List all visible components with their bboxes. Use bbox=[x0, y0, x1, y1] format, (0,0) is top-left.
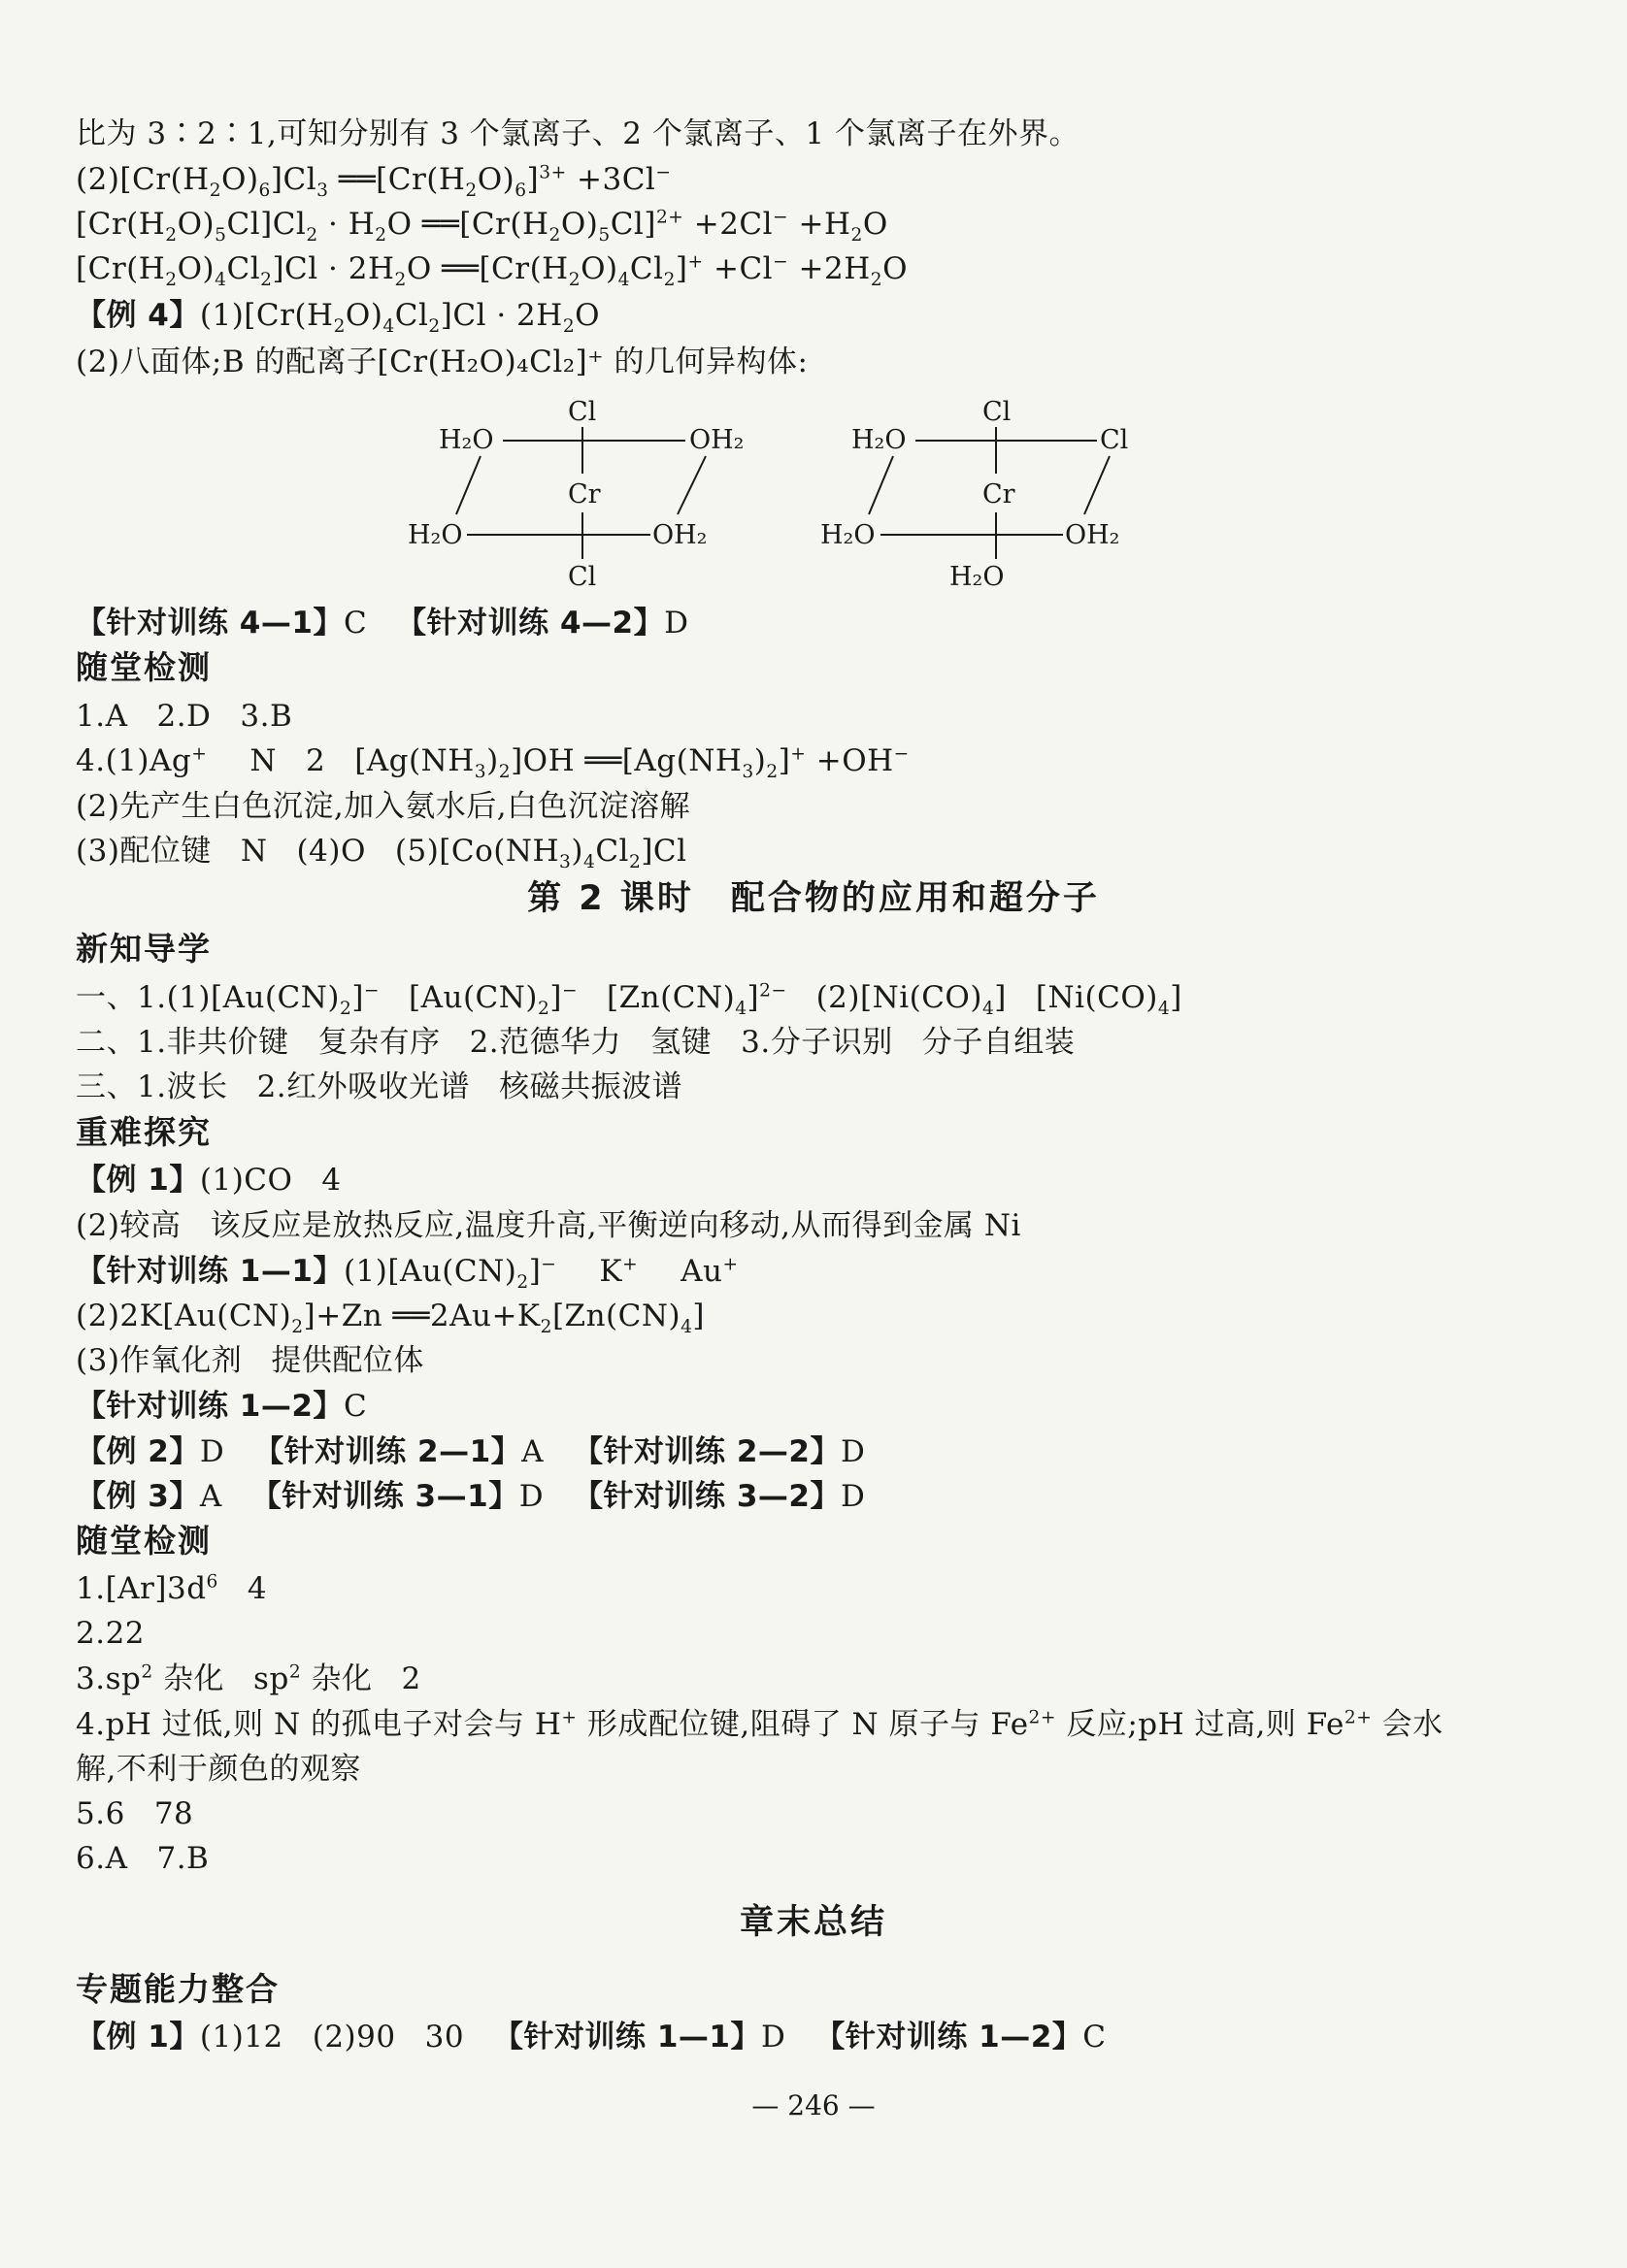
zn-t12-ans: C bbox=[343, 1389, 368, 1424]
isomer-left bbox=[408, 397, 745, 592]
heading-suitang-1: 随堂检测 bbox=[76, 648, 212, 686]
equation-line-2: $[Cr(H_2O)_5Cl]Cl_2 \cdot H_2O$ $══[Cr(H_2O)_5Cl]^{2+} +2Cl^- +H_2O$ bbox=[76, 207, 888, 247]
bond-left-right-diagonal bbox=[678, 456, 706, 514]
xinzhi-row-1: 一、$1.(1)[Au(CN)_2]^-$ $[Au(CN)_2]^-$ $[Zn(CN)_4]^{2-}$ $(2)[Ni(CO)_4]$ $[Ni(CO)_4]$ bbox=[76, 980, 1182, 1020]
isomer-right-lower-left-ligand: H₂O bbox=[820, 520, 876, 550]
suitang2-q6-b: 7.B bbox=[156, 1841, 210, 1876]
isomer-left-bottom-ligand: Cl bbox=[568, 562, 597, 592]
suitang2-q2: 2.22 bbox=[76, 1616, 146, 1651]
isomer-right-upper-left-ligand: H₂O bbox=[851, 425, 907, 455]
suitang1-mc-line bbox=[76, 697, 292, 736]
xinzhi-r3-c: 核磁共振波谱 bbox=[499, 1069, 683, 1104]
suitang2-q6 bbox=[76, 1839, 209, 1878]
example-4-tag: 【例 4】 bbox=[76, 298, 200, 333]
heading-zhuanti: 专题能力整合 bbox=[76, 1970, 280, 2008]
sum-ex1-b: (2)90 bbox=[312, 2020, 396, 2054]
zn-t32-tag: 【针对训练 3—2】 bbox=[573, 1479, 841, 1514]
example-4-line: 【例 4】$(1)[Cr(H_2O)_4Cl_2]Cl \cdot 2H_2O$ bbox=[76, 298, 601, 338]
isomer-diagrams bbox=[0, 388, 1627, 611]
xinzhi-r2-d: 氢键 bbox=[650, 1025, 713, 1060]
isomer-left-lower-right-ligand: OH₂ bbox=[652, 520, 708, 550]
suitang1-q4-line: 4.(1)Ag+ N 2 $[Ag(NH_3)_2]OH$ $══[Ag(NH_3)_2]^+ +OH^-$ bbox=[76, 743, 910, 783]
suitang2-q1: $1.[Ar]3d^6$ 4 bbox=[76, 1571, 268, 1606]
sum-t12-ans: C bbox=[1082, 2020, 1107, 2054]
xinzhi-r2-c: 2.范德华力 bbox=[469, 1025, 622, 1060]
zhongnan-example-1 bbox=[76, 1161, 342, 1200]
xinzhi-r3-b: 2.红外吸收光谱 bbox=[256, 1069, 471, 1104]
isomer-right bbox=[820, 397, 1128, 592]
suitang1-q4-part2: (2)先产生白色沉淀,加入氨水后,白色沉淀溶解 bbox=[76, 789, 691, 824]
suitang1-p3: (3)配位键 bbox=[76, 834, 212, 869]
bond-right-right-diagonal bbox=[1084, 456, 1110, 514]
xinzhi-r2-f: 分子自组装 bbox=[921, 1025, 1076, 1060]
zn-ex1-a: (1)CO bbox=[199, 1163, 293, 1198]
suitang2-q3-c: 2 bbox=[401, 1661, 421, 1696]
zhongnan-example-2-line bbox=[76, 1432, 865, 1471]
zhongnan-training-1-1: 【针对训练 1—1】$(1)[Au(CN)_2]^-$ K+ Au+ bbox=[76, 1254, 739, 1294]
training-4-1-tag: 【针对训练 4—1】 bbox=[76, 606, 344, 641]
suitang1-q4-lead: 4.(1) bbox=[76, 743, 149, 778]
sum-ex1-c: 30 bbox=[424, 2020, 465, 2054]
heading-suitang-2: 随堂检测 bbox=[76, 1522, 212, 1560]
xinzhi-r2-a: 二、1.非共价键 bbox=[76, 1025, 289, 1060]
sum-t11-ans: D bbox=[760, 2020, 786, 2054]
zn-t11-3a: (3)作氧化剂 bbox=[76, 1343, 243, 1378]
suitang2-q5-b: 78 bbox=[153, 1796, 194, 1831]
zn-ex1-2b: 该反应是放热反应,温度升高,平衡逆向移动,从而得到金属 Ni bbox=[210, 1208, 1021, 1243]
bond-right-left-diagonal bbox=[869, 456, 893, 514]
zn-t11-3b: 提供配位体 bbox=[271, 1343, 424, 1378]
isomer-left-lower-left-ligand: H₂O bbox=[408, 520, 463, 550]
zn-t11-tag: 【针对训练 1—1】 bbox=[76, 1254, 344, 1289]
isomer-left-top-ligand: Cl bbox=[568, 397, 597, 427]
zn-t22-ans: D bbox=[841, 1434, 866, 1469]
equation-line-3: $[Cr(H_2O)_4Cl_2]Cl \cdot 2H_2O$ $══[Cr(H_2O)_4Cl_2]^+ +Cl^- +2H_2O$ bbox=[76, 251, 909, 291]
xinzhi-r3-a: 三、1.波长 bbox=[76, 1069, 228, 1104]
zn-ex3-ans: A bbox=[199, 1479, 222, 1514]
zn-t32-ans: D bbox=[841, 1479, 866, 1514]
isomer-left-center-metal: Cr bbox=[568, 479, 601, 509]
isomer-right-bottom-ligand: H₂O bbox=[949, 562, 1005, 592]
suitang2-q1-b: 4 bbox=[247, 1571, 268, 1606]
chapter-summary-title: 章末总结 bbox=[739, 1903, 887, 1942]
bond-left-left-diagonal bbox=[456, 456, 481, 514]
suitang2-q3: $3.sp^2$ 杂化 $sp^2$ 杂化 2 bbox=[76, 1661, 421, 1696]
suitang1-p4: (4)O bbox=[296, 834, 366, 869]
xinzhi-row-2 bbox=[76, 1023, 1075, 1062]
isomer-right-top-ligand: Cl bbox=[982, 397, 1012, 427]
zn-t12-tag: 【针对训练 1—2】 bbox=[76, 1389, 344, 1424]
suitang1-q4-n: N bbox=[249, 743, 277, 778]
zhongnan-example-3-line bbox=[76, 1477, 865, 1516]
zhongnan-training-1-1-part3 bbox=[76, 1341, 424, 1380]
zn-ex2-tag: 【例 2】 bbox=[76, 1434, 200, 1469]
heading-xinzhi: 新知导学 bbox=[76, 930, 212, 968]
heading-zhongnan: 重难探究 bbox=[76, 1113, 212, 1151]
lesson-2-title: 第 2 课时 配合物的应用和超分子 bbox=[527, 879, 1100, 918]
isomer-right-center-metal: Cr bbox=[982, 479, 1015, 509]
sum-ex1-a: (1)12 bbox=[199, 2020, 283, 2054]
xinzhi-row-3 bbox=[76, 1068, 682, 1106]
isomer-left-upper-left-ligand: H₂O bbox=[439, 425, 494, 455]
training-4-2-tag: 【针对训练 4—2】 bbox=[396, 606, 665, 641]
suitang1-p5-lead: (5) bbox=[394, 834, 440, 869]
summary-example-1-line bbox=[76, 2018, 1107, 2056]
suitang1-q4-part3: (3)配位键 N (4)O $(5)[Co(NH_3)_4Cl_2]Cl$ bbox=[76, 834, 687, 873]
zn-ex1-2a: (2)较高 bbox=[76, 1208, 182, 1243]
zn-ex1-tag: 【例 1】 bbox=[76, 1163, 200, 1198]
zn-t21-tag: 【针对训练 2—1】 bbox=[253, 1434, 522, 1469]
suitang1-q1: 1.A bbox=[76, 699, 128, 734]
suitang2-q4-line2: 解,不利于颜色的观察 bbox=[76, 1752, 361, 1787]
zhongnan-training-1-1-part2: $(2)2K[Au(CN)_2]+Zn$ $══2Au+K_2[Zn(CN)_4]$ bbox=[76, 1298, 706, 1338]
xinzhi-r2-b: 复杂有序 bbox=[317, 1025, 441, 1060]
zhongnan-training-1-2 bbox=[76, 1387, 367, 1426]
zn-ex2-ans: D bbox=[199, 1434, 225, 1469]
zn-ex3-tag: 【例 3】 bbox=[76, 1479, 200, 1514]
sum-ex1-tag: 【例 1】 bbox=[76, 2020, 200, 2054]
sum-t12-tag: 【针对训练 1—2】 bbox=[814, 2020, 1083, 2054]
suitang1-p3-n: N bbox=[240, 834, 268, 869]
suitang2-q5-a: 5.6 bbox=[76, 1796, 125, 1831]
training-4-line bbox=[76, 604, 688, 642]
suitang1-q4-two: 2 bbox=[305, 743, 326, 778]
training-4-2-answer: D bbox=[664, 606, 689, 641]
suitang2-q4-line1: 4.pH 过低,则 N 的孤电子对会与 H+ 形成配位键,阻碍了 N 原子与 $Fe^{2+}$ 反应;pH 过高,则 $Fe^{2+}$ 会水 bbox=[76, 1707, 1444, 1742]
suitang2-q6-a: 6.A bbox=[76, 1841, 128, 1876]
isomer-right-lower-right-ligand: OH₂ bbox=[1065, 520, 1120, 550]
zn-t22-tag: 【针对训练 2—2】 bbox=[573, 1434, 841, 1469]
answer-line-ratio: 比为 3∶2∶1,可知分别有 3 个氯离子、2 个氯离子、1 个氯离子在外界。 bbox=[76, 116, 1079, 151]
zn-t31-ans: D bbox=[518, 1479, 545, 1514]
training-4-1-answer: C bbox=[343, 606, 368, 641]
suitang1-q2: 2.D bbox=[156, 699, 212, 734]
suitang2-q5 bbox=[76, 1794, 193, 1833]
zn-ex1-b: 4 bbox=[321, 1163, 342, 1198]
isomer-left-upper-right-ligand: OH₂ bbox=[689, 425, 745, 455]
page-number: — 246 — bbox=[751, 2089, 876, 2121]
equation-line-1: $(2)[Cr(H_2O)_6]Cl_3$ $══[Cr(H_2O)_6]^{3+} +3Cl^-$ bbox=[76, 162, 672, 202]
sum-t11-tag: 【针对训练 1—1】 bbox=[493, 2020, 761, 2054]
zn-t21-ans: A bbox=[521, 1434, 545, 1469]
xinzhi-r2-e: 3.分子识别 bbox=[741, 1025, 893, 1060]
isomer-right-upper-right-ligand: Cl bbox=[1100, 425, 1129, 455]
suitang1-q3: 3.B bbox=[240, 699, 293, 734]
zhongnan-example-1-part2 bbox=[76, 1206, 1021, 1245]
isomer-intro: (2)八面体;B 的配离子[Cr(H₂O)₄Cl₂]⁺ 的几何异构体: bbox=[76, 345, 809, 379]
zn-t31-tag: 【针对训练 3—1】 bbox=[250, 1479, 519, 1514]
